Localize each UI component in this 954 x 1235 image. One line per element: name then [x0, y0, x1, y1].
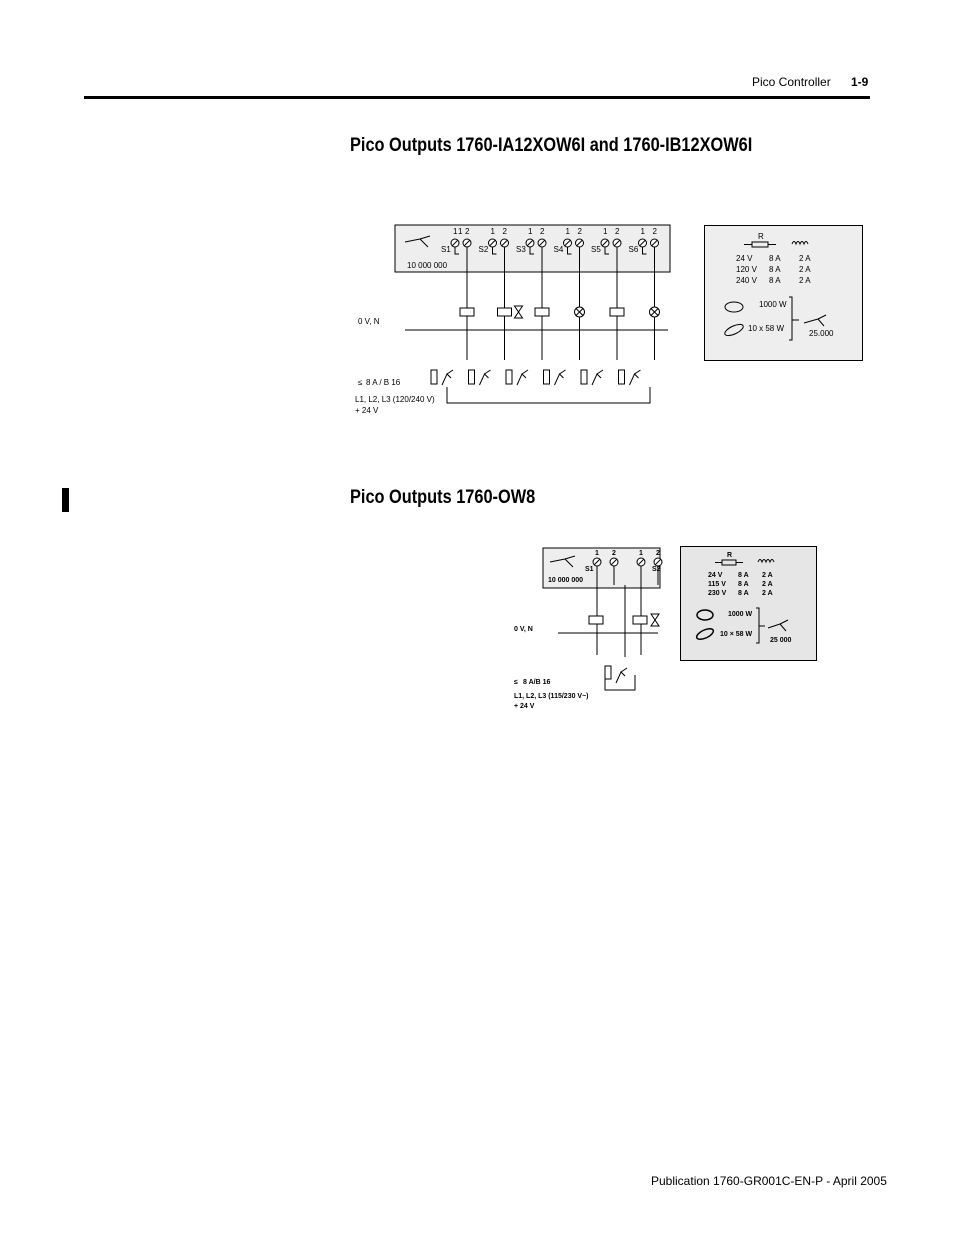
- contact-number-2: 2: [656, 550, 660, 557]
- rating-voltage: 240 V: [736, 276, 757, 285]
- dc-supply-label: + 24 V: [355, 406, 379, 415]
- lamp-load-label: 1000 W: [728, 611, 753, 618]
- fuse-icon: [431, 370, 437, 384]
- fuse-icon: [469, 370, 475, 384]
- contact-number-1: 1: [528, 227, 533, 236]
- contact-number-2: 2: [502, 227, 507, 236]
- rating-inductive: 2 A: [799, 254, 811, 263]
- rating-inductive: 2 A: [762, 590, 773, 597]
- rating-voltage: 230 V: [708, 590, 727, 597]
- ops-count-label: 10 000 000: [548, 577, 584, 584]
- fluorescent-load-label: 10 × 58 W: [720, 631, 753, 638]
- fluorescent-load-label: 10 x 58 W: [748, 324, 785, 333]
- contact-number-1: 1: [595, 550, 599, 557]
- contact-number-2: 2: [615, 227, 620, 236]
- rating-row: [708, 590, 773, 597]
- rating-voltage: 115 V: [708, 581, 726, 588]
- header-rule: [84, 96, 870, 99]
- switch-icon: [517, 370, 528, 385]
- coil-load-icon: [633, 616, 647, 624]
- change-bar: [62, 488, 69, 512]
- wiring-diagram-1760-ow8: [510, 545, 670, 715]
- supply-label: L1, L2, L3 (115/230 V~): [514, 693, 589, 700]
- rating-current: 8 A: [738, 572, 749, 579]
- supply-bracket: [447, 387, 650, 403]
- rating-inductive: 2 A: [762, 581, 773, 588]
- contact-number-1: 1: [565, 227, 570, 236]
- resistor-label: R: [758, 232, 764, 241]
- relay-label: S4: [553, 245, 564, 254]
- resistor-label: R: [727, 552, 733, 559]
- switch-icon: [592, 370, 603, 385]
- ops-count-label: 25.000: [809, 329, 834, 338]
- fuse-icon: [506, 370, 512, 384]
- rating-row: [736, 276, 811, 285]
- contact-number-1: 1: [453, 227, 458, 236]
- dc-supply-label: + 24 V: [514, 703, 535, 710]
- page-number: 1-9: [851, 75, 869, 89]
- contact-number-2: 2: [465, 227, 470, 236]
- supply-label: L1, L2, L3 (120/240 V): [355, 395, 435, 404]
- switch-icon: [630, 370, 641, 385]
- coil-load-icon: [535, 308, 549, 316]
- relay-label: S5: [591, 245, 601, 254]
- rating-voltage: 24 V: [736, 254, 753, 263]
- rating-inductive: 2 A: [799, 276, 811, 285]
- rating-current: 8 A: [769, 276, 781, 285]
- contact-number-2: 2: [577, 227, 582, 236]
- section-title-ia12xow6i: Pico Outputs 1760-IA12XOW6I and 1760-IB12XOW6I: [350, 135, 753, 156]
- contact-number-1: 1: [639, 550, 643, 557]
- relay-label: S2: [652, 566, 661, 573]
- fuse-icon: [581, 370, 587, 384]
- rating-voltage: 120 V: [736, 265, 757, 274]
- rating-row: [736, 265, 811, 274]
- contact-number-1: 1: [490, 227, 495, 236]
- fuse-symbol: ≤: [514, 679, 518, 686]
- switch-icon: [480, 370, 491, 385]
- ratings-box-1760-ia12xow6i: [704, 225, 864, 362]
- relay-label: S6: [628, 245, 639, 254]
- lamp-load-label: 1000 W: [759, 300, 787, 309]
- fuse-icon: [605, 666, 611, 679]
- valve-icon: [651, 614, 659, 626]
- switch-icon: [555, 370, 566, 385]
- rating-voltage: 24 V: [708, 572, 723, 579]
- relay-label: S1: [585, 566, 594, 573]
- ratings-box-1760-ow8: [680, 546, 818, 662]
- coil-load-icon: [589, 616, 603, 624]
- valve-icon: [515, 306, 523, 318]
- coil-load-icon: [460, 308, 474, 316]
- contact-number-2: 2: [612, 550, 616, 557]
- coil-load-icon: [610, 308, 624, 316]
- ops-count-label: 25 000: [770, 637, 792, 644]
- rating-row: [708, 572, 773, 579]
- relay-label: S1: [441, 245, 451, 254]
- contact-number-1: 1: [458, 227, 463, 236]
- contact-number-1: 1: [640, 227, 645, 236]
- fuse-symbol: ≤: [358, 378, 363, 387]
- coil-load-icon: [498, 308, 512, 316]
- rating-current: 8 A: [769, 265, 781, 274]
- contact-number-1: 1: [603, 227, 608, 236]
- section-title-ow8: Pico Outputs 1760-OW8: [350, 487, 536, 508]
- relay-label: S3: [516, 245, 526, 254]
- ops-count-label: 10 000 000: [407, 261, 448, 270]
- rating-current: 8 A: [738, 581, 749, 588]
- footer-publication: Publication 1760-GR001C-EN-P - April 2005: [651, 1174, 887, 1188]
- switch-icon: [442, 370, 453, 385]
- fuse-label: 8 A/B 16: [523, 679, 551, 686]
- running-header-section: Pico Controller: [752, 75, 831, 89]
- rating-inductive: 2 A: [762, 572, 773, 579]
- neutral-label: 0 V, N: [358, 317, 380, 326]
- rating-current: 8 A: [738, 590, 749, 597]
- rating-row: [736, 254, 811, 263]
- contact-number-2: 2: [540, 227, 545, 236]
- rating-current: 8 A: [769, 254, 781, 263]
- fuse-icon: [619, 370, 625, 384]
- neutral-label: 0 V, N: [514, 626, 533, 633]
- contact-number-2: 2: [652, 227, 657, 236]
- rating-row: [708, 581, 773, 588]
- rating-inductive: 2 A: [799, 265, 811, 274]
- switch-icon: [616, 668, 627, 683]
- relay-label: S2: [478, 245, 489, 254]
- fuse-label: 8 A / B 16: [366, 378, 401, 387]
- fuse-icon: [544, 370, 550, 384]
